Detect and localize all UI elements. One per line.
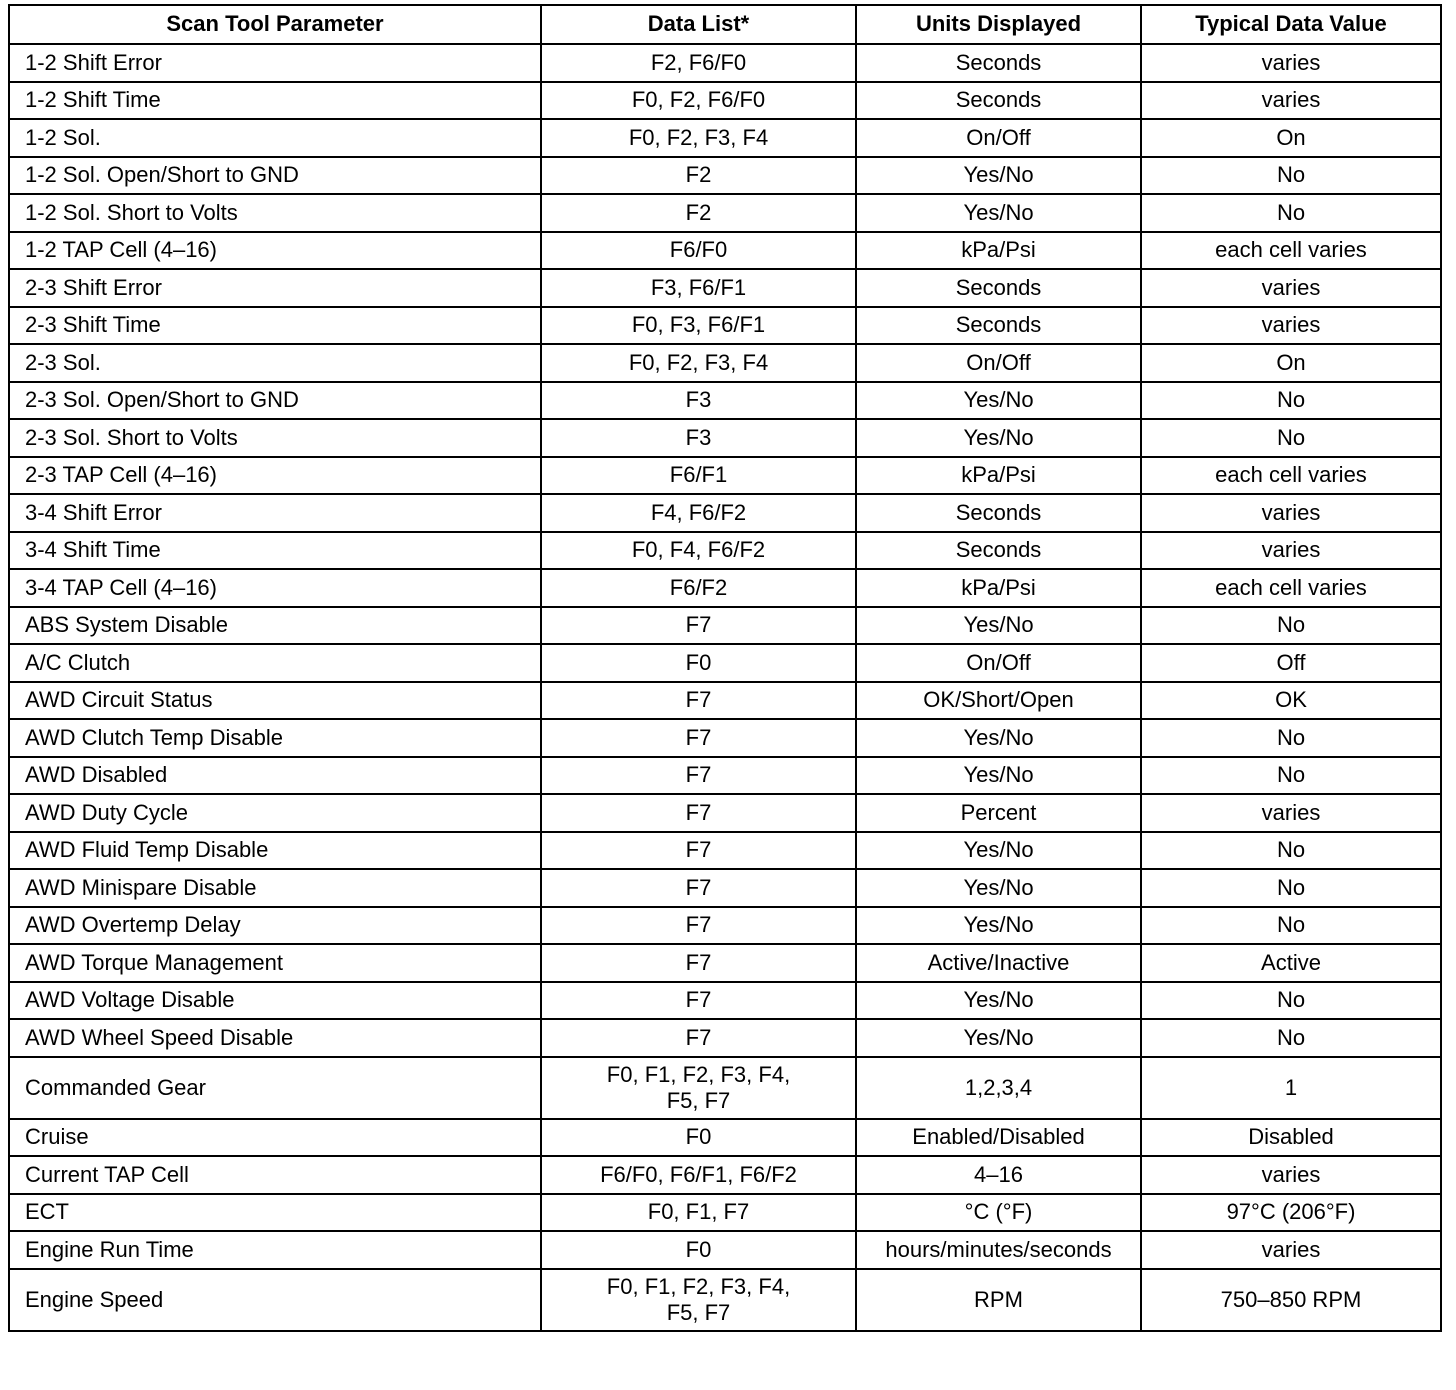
data-list-cell: F0 <box>541 1119 856 1157</box>
param-cell: 2-3 Shift Time <box>9 307 541 345</box>
table-row <box>9 307 1441 345</box>
units-cell: Yes/No <box>856 419 1141 457</box>
data-list-cell <box>541 1269 856 1331</box>
data-list-cell: F7 <box>541 682 856 720</box>
units-cell: Seconds <box>856 532 1141 570</box>
units-cell: Yes/No <box>856 832 1141 870</box>
units-cell: On/Off <box>856 644 1141 682</box>
table-row <box>9 157 1441 195</box>
param-cell: 1-2 Sol. Short to Volts <box>9 194 541 232</box>
table-row <box>9 907 1441 945</box>
table-row <box>9 757 1441 795</box>
param-cell: 2-3 Sol. Open/Short to GND <box>9 382 541 420</box>
param-cell: 2-3 Sol. Short to Volts <box>9 419 541 457</box>
units-cell: Yes/No <box>856 719 1141 757</box>
typical-value-cell: No <box>1141 382 1441 420</box>
param-cell: 2-3 Sol. <box>9 344 541 382</box>
data-list-cell: F3, F6/F1 <box>541 269 856 307</box>
data-list-cell: F3 <box>541 382 856 420</box>
data-list-cell: F6/F2 <box>541 569 856 607</box>
data-list-line-2: F5, F7 <box>666 1299 731 1325</box>
param-cell: AWD Duty Cycle <box>9 794 541 832</box>
typical-value-cell: No <box>1141 982 1441 1020</box>
table-row <box>9 644 1441 682</box>
table-row <box>9 1194 1441 1232</box>
table-row <box>9 1231 1441 1269</box>
data-list-cell: F0, F2, F3, F4 <box>541 119 856 157</box>
data-list-cell: F0, F2, F3, F4 <box>541 344 856 382</box>
units-cell: Seconds <box>856 494 1141 532</box>
param-cell: 1-2 TAP Cell (4–16) <box>9 232 541 270</box>
param-cell: AWD Wheel Speed Disable <box>9 1019 541 1057</box>
typical-value-cell: On <box>1141 344 1441 382</box>
data-list-cell: F7 <box>541 944 856 982</box>
param-cell: Engine Speed <box>9 1269 541 1331</box>
param-cell: A/C Clutch <box>9 644 541 682</box>
table-row <box>9 869 1441 907</box>
param-cell: 2-3 TAP Cell (4–16) <box>9 457 541 495</box>
table-row <box>9 982 1441 1020</box>
typical-value-cell: varies <box>1141 269 1441 307</box>
table-row <box>9 532 1441 570</box>
data-list-line-1: F0, F1, F2, F3, F4, <box>606 1273 791 1299</box>
header-row <box>9 5 1441 44</box>
typical-value-cell: No <box>1141 419 1441 457</box>
typical-value-cell: Off <box>1141 644 1441 682</box>
typical-value-cell: varies <box>1141 1156 1441 1194</box>
param-cell: AWD Circuit Status <box>9 682 541 720</box>
data-list-cell: F7 <box>541 757 856 795</box>
units-cell: Active/Inactive <box>856 944 1141 982</box>
units-cell: Yes/No <box>856 907 1141 945</box>
param-cell: 3-4 Shift Error <box>9 494 541 532</box>
units-cell: On/Off <box>856 119 1141 157</box>
typical-value-cell: varies <box>1141 44 1441 82</box>
typical-value-cell: No <box>1141 907 1441 945</box>
table-row <box>9 419 1441 457</box>
table-row <box>9 1156 1441 1194</box>
table-row <box>9 44 1441 82</box>
typical-value-cell: No <box>1141 719 1441 757</box>
header-data-list: Data List* <box>541 5 856 44</box>
data-list-cell: F7 <box>541 794 856 832</box>
data-list-cell: F7 <box>541 1019 856 1057</box>
units-cell: OK/Short/Open <box>856 682 1141 720</box>
param-cell: AWD Clutch Temp Disable <box>9 719 541 757</box>
typical-value-cell: 97°C (206°F) <box>1141 1194 1441 1232</box>
data-list-cell: F7 <box>541 869 856 907</box>
typical-value-cell: Disabled <box>1141 1119 1441 1157</box>
table-row <box>9 382 1441 420</box>
table-row <box>9 1269 1441 1331</box>
typical-value-cell: varies <box>1141 532 1441 570</box>
table-row <box>9 1057 1441 1119</box>
units-cell: Seconds <box>856 82 1141 120</box>
data-list-cell: F7 <box>541 719 856 757</box>
units-cell: kPa/Psi <box>856 569 1141 607</box>
param-cell: 3-4 Shift Time <box>9 532 541 570</box>
table-row <box>9 607 1441 645</box>
units-cell: Seconds <box>856 307 1141 345</box>
data-list-cell: F7 <box>541 607 856 645</box>
param-cell: 1-2 Shift Error <box>9 44 541 82</box>
data-list-line-1: F0, F1, F2, F3, F4, <box>606 1061 791 1087</box>
table-row <box>9 119 1441 157</box>
param-cell: 3-4 TAP Cell (4–16) <box>9 569 541 607</box>
data-list-cell: F0, F2, F6/F0 <box>541 82 856 120</box>
param-cell: ABS System Disable <box>9 607 541 645</box>
table-row <box>9 794 1441 832</box>
data-list-cell: F0, F4, F6/F2 <box>541 532 856 570</box>
typical-value-cell: each cell varies <box>1141 457 1441 495</box>
typical-value-cell: On <box>1141 119 1441 157</box>
table-row <box>9 82 1441 120</box>
typical-value-cell: 750–850 RPM <box>1141 1269 1441 1331</box>
typical-value-cell: No <box>1141 757 1441 795</box>
table-row <box>9 719 1441 757</box>
table-row <box>9 682 1441 720</box>
data-list-line-2: F5, F7 <box>666 1087 731 1113</box>
typical-value-cell: varies <box>1141 494 1441 532</box>
data-list-cell: F0, F1, F7 <box>541 1194 856 1232</box>
units-cell: Seconds <box>856 269 1141 307</box>
param-cell: AWD Fluid Temp Disable <box>9 832 541 870</box>
table-row <box>9 494 1441 532</box>
data-list-cell: F2 <box>541 194 856 232</box>
units-cell: kPa/Psi <box>856 457 1141 495</box>
units-cell: Enabled/Disabled <box>856 1119 1141 1157</box>
typical-value-cell: OK <box>1141 682 1441 720</box>
units-cell: Percent <box>856 794 1141 832</box>
param-cell: 1-2 Shift Time <box>9 82 541 120</box>
typical-value-cell: No <box>1141 1019 1441 1057</box>
param-cell: Current TAP Cell <box>9 1156 541 1194</box>
data-list-cell: F4, F6/F2 <box>541 494 856 532</box>
typical-value-cell: varies <box>1141 307 1441 345</box>
data-list-cell <box>541 1057 856 1119</box>
table-row <box>9 1119 1441 1157</box>
param-cell: AWD Voltage Disable <box>9 982 541 1020</box>
units-cell: Yes/No <box>856 982 1141 1020</box>
units-cell: Yes/No <box>856 869 1141 907</box>
typical-value-cell: No <box>1141 157 1441 195</box>
data-list-cell: F0, F3, F6/F1 <box>541 307 856 345</box>
typical-value-cell: No <box>1141 607 1441 645</box>
table-row <box>9 944 1441 982</box>
param-cell: AWD Torque Management <box>9 944 541 982</box>
param-cell: Cruise <box>9 1119 541 1157</box>
param-cell: 1-2 Sol. Open/Short to GND <box>9 157 541 195</box>
data-list-cell: F2 <box>541 157 856 195</box>
units-cell: 1,2,3,4 <box>856 1057 1141 1119</box>
data-list-cell: F6/F1 <box>541 457 856 495</box>
param-cell: ECT <box>9 1194 541 1232</box>
units-cell: Yes/No <box>856 382 1141 420</box>
data-list-cell: F6/F0 <box>541 232 856 270</box>
data-list-cell: F0 <box>541 644 856 682</box>
param-cell: 1-2 Sol. <box>9 119 541 157</box>
data-list-cell: F7 <box>541 907 856 945</box>
table-row <box>9 832 1441 870</box>
scan-tool-data-table <box>8 4 1442 1332</box>
data-list-cell: F6/F0, F6/F1, F6/F2 <box>541 1156 856 1194</box>
typical-value-cell: varies <box>1141 82 1441 120</box>
typical-value-cell: varies <box>1141 1231 1441 1269</box>
typical-value-cell: No <box>1141 194 1441 232</box>
data-list-cell: F7 <box>541 832 856 870</box>
units-cell: RPM <box>856 1269 1141 1331</box>
table-row <box>9 569 1441 607</box>
typical-value-cell: varies <box>1141 794 1441 832</box>
table-row <box>9 194 1441 232</box>
units-cell: On/Off <box>856 344 1141 382</box>
table-row <box>9 1019 1441 1057</box>
units-cell: Yes/No <box>856 607 1141 645</box>
typical-value-cell: 1 <box>1141 1057 1441 1119</box>
units-cell: Yes/No <box>856 194 1141 232</box>
data-list-cell: F7 <box>541 982 856 1020</box>
typical-value-cell: each cell varies <box>1141 232 1441 270</box>
units-cell: Yes/No <box>856 1019 1141 1057</box>
table-row <box>9 232 1441 270</box>
typical-value-cell: No <box>1141 832 1441 870</box>
table-row <box>9 457 1441 495</box>
units-cell: kPa/Psi <box>856 232 1141 270</box>
data-list-cell: F3 <box>541 419 856 457</box>
table-row <box>9 269 1441 307</box>
param-cell: AWD Minispare Disable <box>9 869 541 907</box>
param-cell: 2-3 Shift Error <box>9 269 541 307</box>
data-list-cell: F2, F6/F0 <box>541 44 856 82</box>
param-cell: AWD Disabled <box>9 757 541 795</box>
header-typical-data-value: Typical Data Value <box>1141 5 1441 44</box>
param-cell: AWD Overtemp Delay <box>9 907 541 945</box>
typical-value-cell: Active <box>1141 944 1441 982</box>
header-units-displayed: Units Displayed <box>856 5 1141 44</box>
units-cell: Yes/No <box>856 757 1141 795</box>
units-cell: °C (°F) <box>856 1194 1141 1232</box>
typical-value-cell: No <box>1141 869 1441 907</box>
units-cell: 4–16 <box>856 1156 1141 1194</box>
units-cell: hours/minutes/seconds <box>856 1231 1141 1269</box>
table-row <box>9 344 1441 382</box>
param-cell: Engine Run Time <box>9 1231 541 1269</box>
units-cell: Yes/No <box>856 157 1141 195</box>
typical-value-cell: each cell varies <box>1141 569 1441 607</box>
units-cell: Seconds <box>856 44 1141 82</box>
data-list-cell: F0 <box>541 1231 856 1269</box>
header-scan-tool-parameter: Scan Tool Parameter <box>9 5 541 44</box>
param-cell: Commanded Gear <box>9 1057 541 1119</box>
